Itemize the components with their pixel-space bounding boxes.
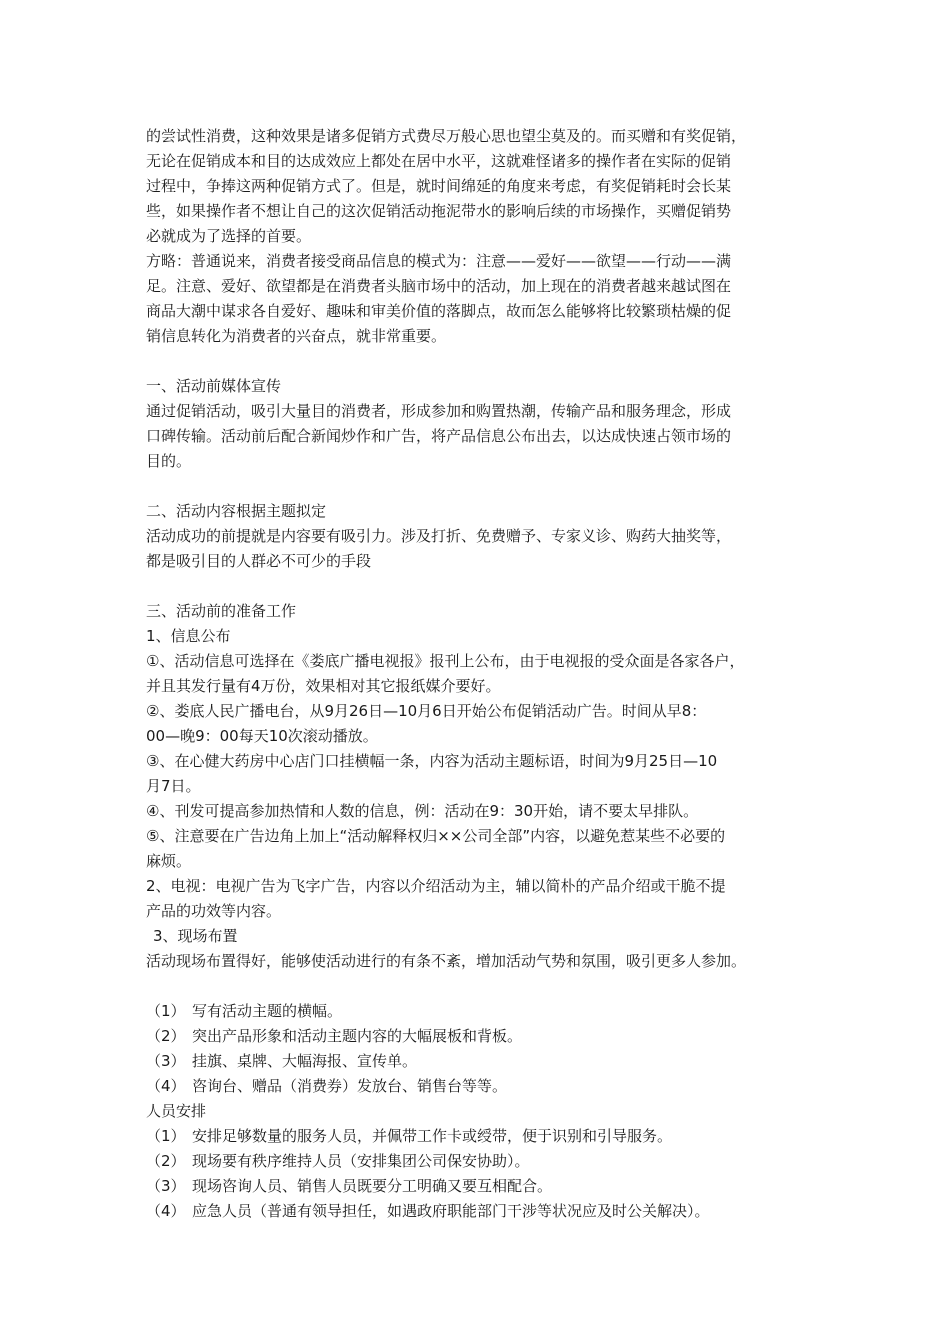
list-text: 咨询台、赠品（消费券）发放台、销售台等等。 xyxy=(192,1077,508,1095)
text-line: 通过促销活动，吸引大量目的消费者，形成参加和购置热潮，传输产品和服务理念，形成 xyxy=(146,402,732,420)
section-heading: 二、活动内容根据主题拟定 xyxy=(146,502,327,520)
text-line: 月7日。 xyxy=(146,777,201,795)
text-line: 方略：普通说来，消费者接受商品信息的模式为：注意——爱好——欲望——行动——满 xyxy=(146,252,732,270)
list-item xyxy=(146,1074,816,1099)
text-line: 些，如果操作者不想让自己的这次促销活动拖泥带水的影响后续的市场操作，买赠促销势 xyxy=(146,202,732,220)
section-heading: 一、活动前媒体宣传 xyxy=(146,377,282,395)
text-line: 并且其发行量有4万份，效果相对其它报纸媒介要好。 xyxy=(146,677,501,695)
list-item xyxy=(146,1049,816,1074)
subsection-heading: 3、现场布置 xyxy=(153,927,238,945)
list-number: （3） xyxy=(146,1052,186,1070)
text-line: 足。注意、爱好、欲望都是在消费者头脑市场中的活动，加上现在的消费者越来越试图在 xyxy=(146,277,732,295)
list-item xyxy=(146,1149,816,1174)
text-line: ④、刊发可提高参加热情和人数的信息，例：活动在9：30开始，请不要太早排队。 xyxy=(146,802,699,820)
list-number: （1） xyxy=(146,1127,186,1145)
list-number: （4） xyxy=(146,1202,186,1220)
text-line: 产品的功效等内容。 xyxy=(146,902,282,920)
text-line: ①、活动信息可选择在《娄底广播电视报》报刊上公布，由于电视报的受众面是各家各户， xyxy=(146,652,745,670)
list-number: （4） xyxy=(146,1077,186,1095)
list-text: 应急人员（普通有领导担任，如遇政府职能部门干涉等状况应及时公关解决）。 xyxy=(192,1202,710,1220)
list-number: （3） xyxy=(146,1177,186,1195)
list-number: （2） xyxy=(146,1027,186,1045)
text-line: 2、电视：电视广告为飞字广告，内容以介绍活动为主，辅以简朴的产品介绍或干脆不提 xyxy=(146,877,726,895)
text-line: 无论在促销成本和目的达成效应上都处在居中水平，这就难怪诸多的操作者在实际的促销 xyxy=(146,152,732,170)
section-content xyxy=(146,499,816,574)
text-line: 必就成为了选择的首要。 xyxy=(146,227,312,245)
intro-paragraph xyxy=(146,124,816,249)
text-line: 口碑传输。活动前后配合新闻炒作和广告，将产品信息公布出去，以达成快速占领市场的 xyxy=(146,427,732,445)
list-item xyxy=(146,1124,816,1149)
text-line: 活动现场布置得好，能够使活动进行的有条不紊，增加活动气势和氛围，吸引更多人参加。 xyxy=(146,952,747,970)
document-page xyxy=(146,124,816,1224)
text-line: 都是吸引目的人群必不可少的手段 xyxy=(146,552,372,570)
list-item xyxy=(146,1174,816,1199)
text-line: 的尝试性消费，这种效果是诸多促销方式费尽万般心思也望尘莫及的。而买赠和有奖促销， xyxy=(146,127,747,145)
list-text: 挂旗、桌牌、大幅海报、宣传单。 xyxy=(192,1052,418,1070)
list-text: 现场咨询人员、销售人员既要分工明确又要互相配合。 xyxy=(192,1177,553,1195)
section-heading: 三、活动前的准备工作 xyxy=(146,602,297,620)
text-line: 00—晚9：00每天10次滚动播放。 xyxy=(146,727,378,745)
text-line: 目的。 xyxy=(146,452,192,470)
list-text: 写有活动主题的横幅。 xyxy=(192,1002,343,1020)
list-item xyxy=(146,999,816,1024)
text-line: 活动成功的前提就是内容要有吸引力。涉及打折、免费赠予、专家义诊、购药大抽奖等， xyxy=(146,527,732,545)
section-preparation xyxy=(146,599,816,1224)
list-text: 突出产品形象和活动主题内容的大幅展板和背板。 xyxy=(192,1027,523,1045)
strategy-paragraph xyxy=(146,249,816,349)
list-item xyxy=(146,1024,816,1049)
text-line: 过程中，争捧这两种促销方式了。但是，就时间绵延的角度来考虑，有奖促销耗时会长某 xyxy=(146,177,732,195)
subsection-heading: 人员安排 xyxy=(146,1102,207,1120)
list-text: 现场要有秩序维持人员（安排集团公司保安协助）。 xyxy=(192,1152,530,1170)
text-line: ②、娄底人民广播电台，从9月26日—10月6日开始公布促销活动广告。时间从早8： xyxy=(146,702,707,720)
list-number: （1） xyxy=(146,1002,186,1020)
list-text: 安排足够数量的服务人员，并佩带工作卡或绶带，便于识别和引导服务。 xyxy=(192,1127,673,1145)
list-item xyxy=(146,1199,816,1224)
section-media xyxy=(146,374,816,474)
subsection-heading: 1、信息公布 xyxy=(146,627,231,645)
text-line: 商品大潮中谋求各自爱好、趣味和审美价值的落脚点，故而怎么能够将比较繁琐枯燥的促 xyxy=(146,302,732,320)
text-line: ⑤、注意要在广告边角上加上“活动解释权归××公司全部”内容，以避免惹某些不必要的 xyxy=(146,827,726,845)
list-number: （2） xyxy=(146,1152,186,1170)
text-line: 麻烦。 xyxy=(146,852,192,870)
text-line: ③、在心健大药房中心店门口挂横幅一条，内容为活动主题标语，时间为9月25日—10 xyxy=(146,752,718,770)
text-line: 销信息转化为消费者的兴奋点，就非常重要。 xyxy=(146,327,447,345)
